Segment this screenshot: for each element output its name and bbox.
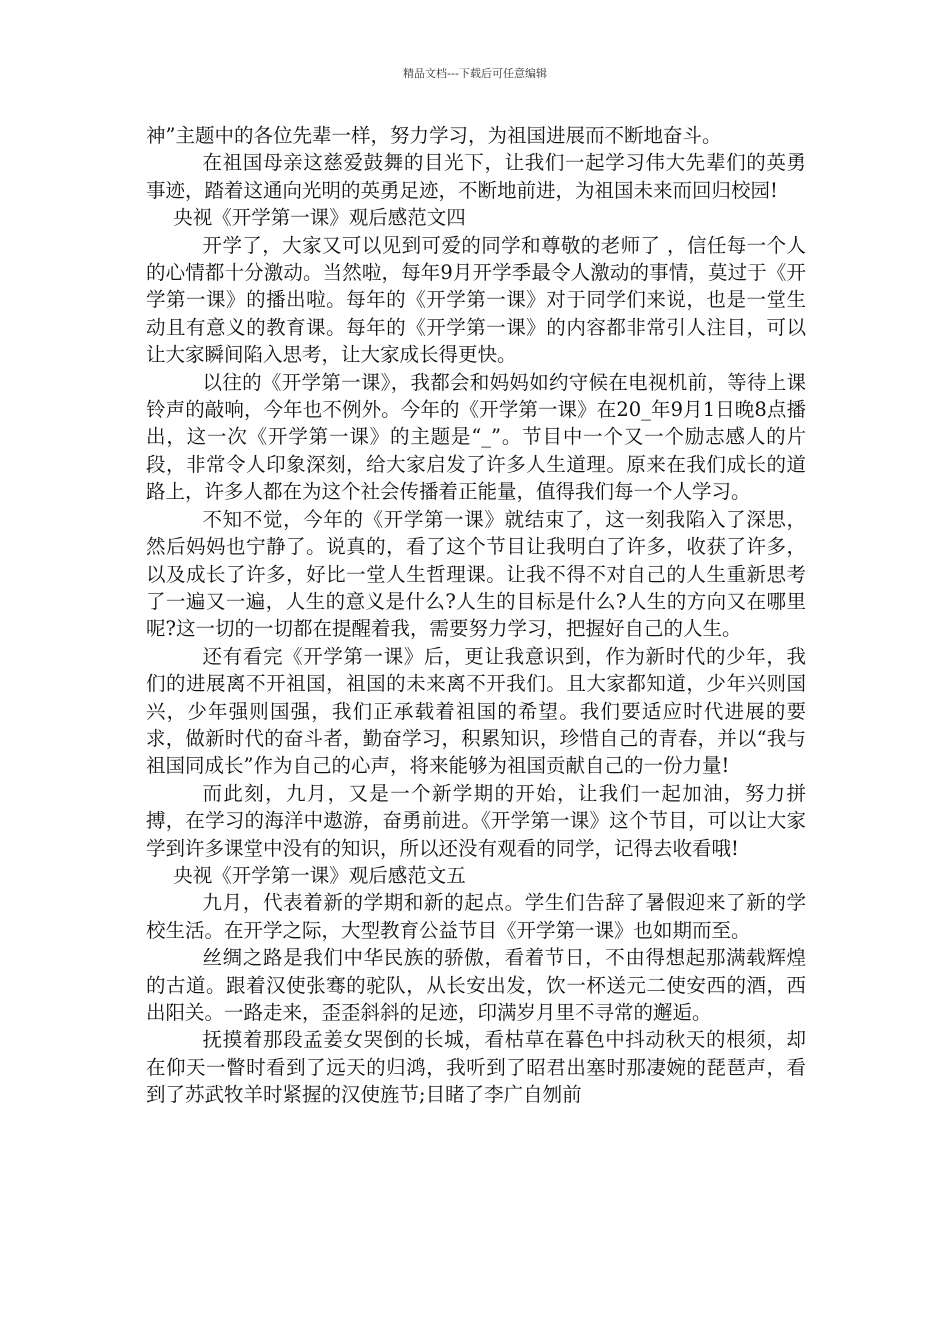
section-heading-four: 央视《开学第一课》观后感范文四	[173, 206, 466, 230]
paragraph: 丝绸之路是我们中华民族的骄傲，看着节日，不由得想起那满载辉煌的古道。跟着汉使张骞的驼队，从长安出发，饮一杯送元二使安西的酒，西出阳关。一路走来，歪歪斜斜的足迹，印满岁月里不寻常的邂逅。	[146, 946, 806, 1024]
paragraph: 九月，代表着新的学期和新的起点。学生们告辞了暑假迎来了新的学校生活。在开学之际，大型教育公益节目《开学第一课》也如期而至。	[146, 891, 806, 942]
paragraph: 以往的《开学第一课》，我都会和妈妈如约守候在电视机前，等待上课铃声的敲响，今年也不例外。今年的《开学第一课》在20_年9月1日晚8点播出，这一次《开学第一课》的主题是“_”。节目中一个又一个励志感人的片段，非常令人印象深刻，给大家启发了许多人生道理。原来在我们成长的道路上，许多人都在为这个社会传播着正能量，值得我们每一个人学习。	[146, 370, 806, 504]
paragraph: 不知不觉，今年的《开学第一课》就结束了，这一刻我陷入了深思，然后妈妈也宁静了。说真的，看了这个节目让我明白了许多，收获了许多，以及成长了许多，好比一堂人生哲理课。让我不得不对自己的人生重新思考了一遍又一遍，人生的意义是什么?人生的目标是什么?人生的方向又在哪里呢?这一切的一切都在提醒着我，需要努力学习，把握好自己的人生。	[146, 507, 806, 641]
section-heading-five: 央视《开学第一课》观后感范文五	[173, 863, 466, 887]
paragraph: 抚摸着那段孟姜女哭倒的长城，看枯草在暮色中抖动秋天的根须，却在仰天一瞥时看到了远天的归鸿，我听到了昭君出塞时那凄婉的琵琶声，看到了苏武牧羊时紧握的汉使旌节;目睹了李广自刎前	[146, 1028, 806, 1107]
paragraph: 还有看完《开学第一课》后，更让我意识到，作为新时代的少年，我们的进展离不开祖国，祖国的未来离不开我们。且大家都知道，少年兴则国兴，少年强则国强，我们正承载着祖国的希望。我们要适应时代进展的要求，做新时代的奋斗者，勤奋学习，积累知识，珍惜自己的青春，并以“我与祖国同成长”作为自己的心声，将来能够为祖国贡献自己的一份力量!	[146, 644, 806, 778]
page-header: 精品文档---下载后可任意编辑	[403, 67, 547, 80]
document-body	[146, 122, 806, 1109]
paragraph: 而此刻，九月，又是一个新学期的开始，让我们一起加油，努力拼搏，在学习的海洋中遨游，奋勇前进。《开学第一课》这个节目，可以让大家学到许多课堂中没有的知识，所以还没有观看的同学，记得去收看哦!	[146, 781, 806, 860]
paragraph: 在祖国母亲这慈爱鼓舞的目光下，让我们一起学习伟大先辈们的英勇事迹，踏着这通向光明的英勇足迹，不断地前进，为祖国未来而回归校园!	[146, 151, 806, 202]
paragraph: 开学了，大家又可以见到可爱的同学和尊敬的老师了 ，信任每一个人的心情都十分激动。当然啦，每年9月开学季最令人激动的事情，莫过于《开学第一课》的播出啦。每年的《开学第一课》对于同学们来说，也是一堂生动且有意义的教育课。每年的《开学第一课》的内容都非常引人注目，可以让大家瞬间陷入思考，让大家成长得更快。	[146, 233, 806, 367]
paragraph-continued: 神”主题中的各位先辈一样，努力学习，为祖国进展而不断地奋斗。	[146, 124, 722, 147]
